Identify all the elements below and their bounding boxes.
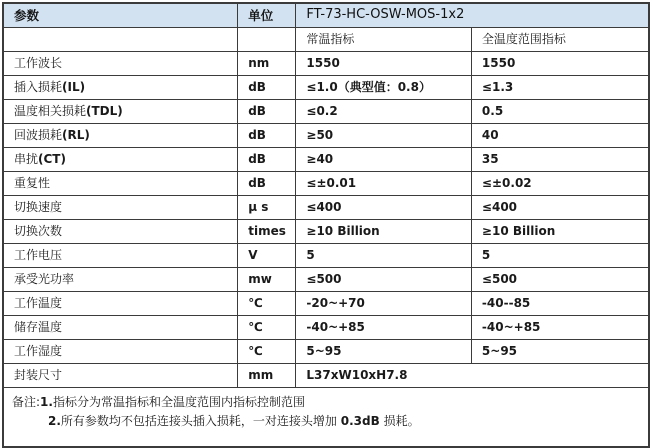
normal-value-cell: -20~+70 (296, 292, 472, 316)
full-range-value-cell: 0.5 (471, 100, 649, 124)
normal-value-cell: ≤±0.01 (296, 172, 472, 196)
param-label: 工作湿度 (14, 343, 63, 358)
table-row (3, 196, 649, 220)
param-suffix: (CT) (38, 151, 66, 166)
model-header-cell: FT-73-HC-OSW-MOS-1x2 (296, 3, 649, 28)
normal-value-cell: 1550 (296, 52, 472, 76)
footer-body (3, 364, 649, 448)
full-range-value-cell: ≤400 (471, 196, 649, 220)
param-label: 回波损耗 (14, 127, 63, 142)
unit-cell: mw (238, 268, 296, 292)
unit-cell: dB (238, 100, 296, 124)
param-label: 串扰 (14, 151, 39, 166)
header-body (3, 3, 649, 52)
unit-cell: V (238, 244, 296, 268)
param-cell (3, 172, 238, 196)
param-cell (3, 196, 238, 220)
normal-value-cell: ≤1.0（典型值：0.8） (296, 76, 472, 100)
table-row (3, 124, 649, 148)
full-range-value-cell: 40 (471, 124, 649, 148)
unit-cell: dB (238, 172, 296, 196)
unit-cell: mm (238, 364, 296, 388)
note-bold-value: 0.3dB (340, 414, 380, 428)
table-row (3, 172, 649, 196)
normal-value-cell: ≥10 Billion (296, 220, 472, 244)
param-suffix: (RL) (62, 127, 90, 142)
subheader-row (3, 28, 649, 52)
note-text-2: 所有参数均不包括连接头插入损耗，一对连接头增加 (60, 414, 341, 428)
normal-value-cell: ≥50 (296, 124, 472, 148)
note-prefix: 备注: (12, 395, 41, 409)
unit-cell: μ s (238, 196, 296, 220)
empty-cell (3, 28, 238, 52)
full-range-value-cell: 35 (471, 148, 649, 172)
unit-cell: ℃ (238, 340, 296, 364)
unit-cell: times (238, 220, 296, 244)
note-number-1: 1. (40, 395, 53, 409)
unit-cell: dB (238, 124, 296, 148)
table-row (3, 52, 649, 76)
param-label: 重复性 (14, 175, 51, 190)
param-label: 切换速度 (14, 199, 63, 214)
normal-value-cell: ≤500 (296, 268, 472, 292)
normal-value-cell: -40~+85 (296, 316, 472, 340)
param-label: 切换次数 (14, 223, 63, 238)
table-row (3, 148, 649, 172)
table-row (3, 76, 649, 100)
note-text-1: 指标分为常温指标和全温度范围内指标控制范围 (52, 395, 305, 409)
param-cell (3, 244, 238, 268)
notes-row (3, 388, 649, 448)
spec-rows-body (3, 52, 649, 364)
normal-value-cell: 5~95 (296, 340, 472, 364)
full-range-value-cell: ≤500 (471, 268, 649, 292)
unit-cell: ℃ (238, 292, 296, 316)
param-cell (3, 292, 238, 316)
param-cell (3, 148, 238, 172)
spec-table-container (2, 2, 650, 448)
table-row (3, 244, 649, 268)
table-row (3, 220, 649, 244)
header-row (3, 3, 649, 28)
unit-cell: nm (238, 52, 296, 76)
normal-value-cell: ≤400 (296, 196, 472, 220)
param-cell (3, 124, 238, 148)
param-header-cell: 参数 (3, 3, 238, 28)
spec-table (2, 2, 650, 448)
param-suffix: (TDL) (86, 103, 123, 118)
unit-header-cell: 单位 (238, 3, 296, 28)
normal-value-cell: 5 (296, 244, 472, 268)
param-label: 工作温度 (14, 295, 63, 310)
param-suffix: (IL) (62, 79, 86, 94)
param-cell (3, 340, 238, 364)
unit-cell: ℃ (238, 316, 296, 340)
table-row (3, 100, 649, 124)
package-size-row (3, 364, 649, 388)
normal-spec-header-cell: 常温指标 (296, 28, 472, 52)
param-label: 工作电压 (14, 247, 63, 262)
full-range-value-cell: 5~95 (471, 340, 649, 364)
full-range-value-cell: 1550 (471, 52, 649, 76)
param-label: 插入损耗 (14, 79, 63, 94)
note-line-2 (48, 412, 640, 431)
full-range-value-cell: -40~+85 (471, 316, 649, 340)
param-cell (3, 220, 238, 244)
param-cell (3, 316, 238, 340)
unit-cell: dB (238, 76, 296, 100)
table-row (3, 340, 649, 364)
full-range-spec-header-cell: 全温度范围指标 (471, 28, 649, 52)
unit-cell: dB (238, 148, 296, 172)
table-row (3, 268, 649, 292)
param-cell (3, 100, 238, 124)
full-range-value-cell: ≤1.3 (471, 76, 649, 100)
param-cell (3, 76, 238, 100)
param-cell (3, 52, 238, 76)
note-text-2-tail: 损耗。 (379, 414, 420, 428)
param-label: 温度相关损耗 (14, 103, 87, 118)
empty-cell (238, 28, 296, 52)
normal-value-cell: ≥40 (296, 148, 472, 172)
full-range-value-cell: -40--85 (471, 292, 649, 316)
notes-cell (3, 388, 649, 448)
package-size-value-cell: L37xW10xH7.8 (296, 364, 649, 388)
full-range-value-cell: ≥10 Billion (471, 220, 649, 244)
param-label: 承受光功率 (14, 271, 75, 286)
table-row (3, 292, 649, 316)
param-label: 工作波长 (14, 55, 63, 70)
param-cell: 封装尺寸 (3, 364, 238, 388)
param-label: 储存温度 (14, 319, 63, 334)
normal-value-cell: ≤0.2 (296, 100, 472, 124)
full-range-value-cell: 5 (471, 244, 649, 268)
full-range-value-cell: ≤±0.02 (471, 172, 649, 196)
param-cell (3, 268, 238, 292)
note-line-1 (12, 393, 640, 412)
note-number-2: 2. (48, 414, 61, 428)
table-row (3, 316, 649, 340)
